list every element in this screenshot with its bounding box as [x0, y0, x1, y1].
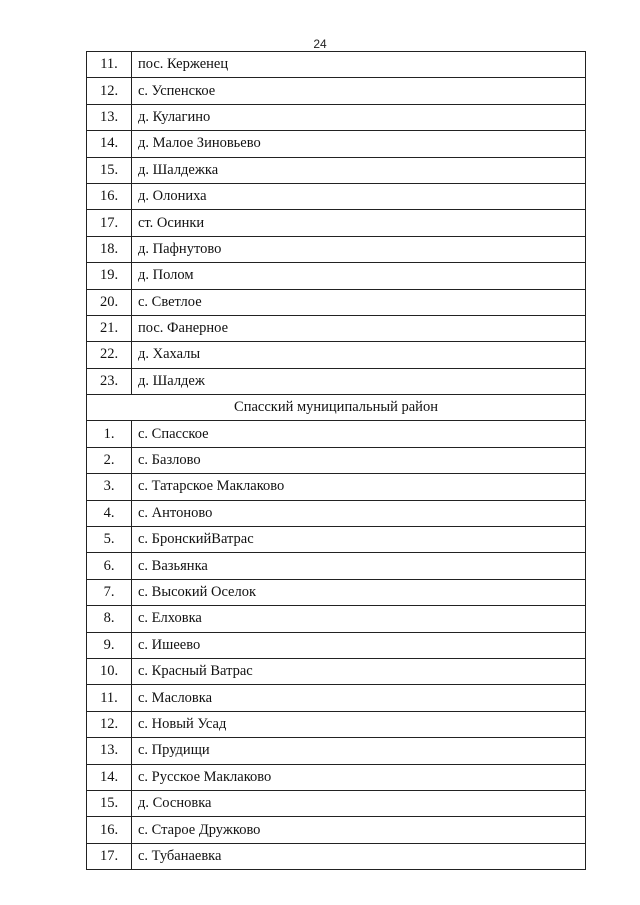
table-row — [87, 289, 586, 315]
row-number: 12. — [87, 78, 132, 104]
row-number: 15. — [87, 157, 132, 183]
table-row — [87, 738, 586, 764]
settlements-table — [86, 51, 586, 870]
row-number: 19. — [87, 263, 132, 289]
settlement-name: с. Антоново — [132, 500, 586, 526]
row-number: 10. — [87, 658, 132, 684]
table-row — [87, 236, 586, 262]
section-header-row — [87, 395, 586, 421]
settlement-name: с. Вазьянка — [132, 553, 586, 579]
table-row — [87, 263, 586, 289]
table-row — [87, 421, 586, 447]
row-number: 1. — [87, 421, 132, 447]
table-row — [87, 817, 586, 843]
table-row — [87, 210, 586, 236]
settlement-name: д. Олониха — [132, 183, 586, 209]
row-number: 8. — [87, 606, 132, 632]
settlement-name: с. Русское Маклаково — [132, 764, 586, 790]
settlement-name: с. Светлое — [132, 289, 586, 315]
row-number: 16. — [87, 817, 132, 843]
table-body — [87, 52, 586, 870]
table-row — [87, 315, 586, 341]
district-title: Спасский муниципальный район — [87, 395, 586, 421]
row-number: 21. — [87, 315, 132, 341]
row-number: 13. — [87, 738, 132, 764]
table-row — [87, 500, 586, 526]
table-row — [87, 447, 586, 473]
row-number: 20. — [87, 289, 132, 315]
table-row — [87, 368, 586, 394]
row-number: 18. — [87, 236, 132, 262]
settlement-name: д. Хахалы — [132, 342, 586, 368]
table-row — [87, 342, 586, 368]
settlement-name: с. Старое Дружково — [132, 817, 586, 843]
settlement-name: с. Новый Усад — [132, 711, 586, 737]
row-number: 7. — [87, 579, 132, 605]
settlement-name: ст. Осинки — [132, 210, 586, 236]
row-number: 15. — [87, 790, 132, 816]
table-row — [87, 579, 586, 605]
row-number: 13. — [87, 104, 132, 130]
settlement-name: пос. Керженец — [132, 52, 586, 78]
table-row — [87, 658, 586, 684]
table-row — [87, 131, 586, 157]
settlement-name: д. Малое Зиновьево — [132, 131, 586, 157]
table-row — [87, 685, 586, 711]
settlement-name: д. Шалдежка — [132, 157, 586, 183]
settlement-name: с. Высокий Оселок — [132, 579, 586, 605]
settlement-name: д. Полом — [132, 263, 586, 289]
table-row — [87, 553, 586, 579]
settlement-name: с. Успенское — [132, 78, 586, 104]
table-row — [87, 527, 586, 553]
settlement-name: с. Тубанаевка — [132, 843, 586, 869]
row-number: 11. — [87, 52, 132, 78]
table-row — [87, 632, 586, 658]
table-row — [87, 790, 586, 816]
row-number: 5. — [87, 527, 132, 553]
table-row — [87, 606, 586, 632]
table-row — [87, 764, 586, 790]
row-number: 12. — [87, 711, 132, 737]
row-number: 16. — [87, 183, 132, 209]
row-number: 2. — [87, 447, 132, 473]
table-row — [87, 52, 586, 78]
table-row — [87, 104, 586, 130]
row-number: 17. — [87, 210, 132, 236]
settlement-name: д. Кулагино — [132, 104, 586, 130]
settlement-name: с. Спасское — [132, 421, 586, 447]
row-number: 11. — [87, 685, 132, 711]
row-number: 14. — [87, 131, 132, 157]
row-number: 6. — [87, 553, 132, 579]
settlement-name: с. БронскийВатрас — [132, 527, 586, 553]
settlement-name: с. Базлово — [132, 447, 586, 473]
table-row — [87, 157, 586, 183]
row-number: 14. — [87, 764, 132, 790]
settlement-name: с. Елховка — [132, 606, 586, 632]
settlement-name: пос. Фанерное — [132, 315, 586, 341]
table-row — [87, 78, 586, 104]
table-row — [87, 474, 586, 500]
page-number: 24 — [313, 37, 327, 51]
settlement-name: д. Шалдеж — [132, 368, 586, 394]
settlement-name: с. Масловка — [132, 685, 586, 711]
settlement-name: д. Пафнутово — [132, 236, 586, 262]
table-row — [87, 843, 586, 869]
settlement-name: с. Ишеево — [132, 632, 586, 658]
row-number: 22. — [87, 342, 132, 368]
table-row — [87, 183, 586, 209]
settlement-name: д. Сосновка — [132, 790, 586, 816]
table-row — [87, 711, 586, 737]
settlement-name: с. Прудищи — [132, 738, 586, 764]
settlement-name: с. Татарское Маклаково — [132, 474, 586, 500]
row-number: 17. — [87, 843, 132, 869]
row-number: 23. — [87, 368, 132, 394]
settlement-name: с. Красный Ватрас — [132, 658, 586, 684]
row-number: 4. — [87, 500, 132, 526]
row-number: 9. — [87, 632, 132, 658]
row-number: 3. — [87, 474, 132, 500]
